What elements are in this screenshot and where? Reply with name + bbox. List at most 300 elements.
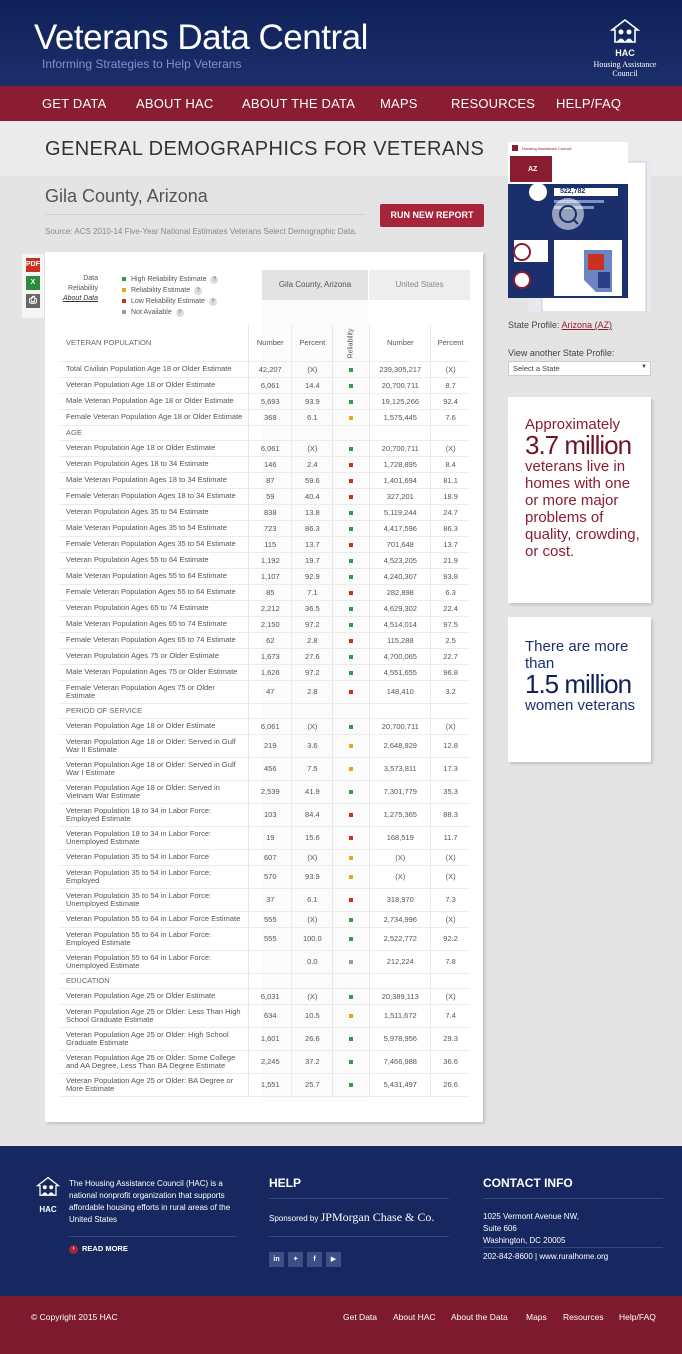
section-label: EDUCATION <box>60 973 249 988</box>
row-label: Male Veteran Population Ages 18 to 34 Estimate <box>60 472 249 488</box>
us-percent: 3.2 <box>431 680 470 703</box>
us-number: 20,389,113 <box>370 988 431 1004</box>
reliability-indicator <box>333 927 370 950</box>
county-percent: (X) <box>292 718 333 734</box>
excel-icon[interactable]: X <box>26 276 40 290</box>
reliability-indicator <box>333 552 370 568</box>
row-label: Veteran Population Age 18 or Older: Served in Vietnam War Estimate <box>60 780 249 803</box>
view-another-label: View another State Profile: <box>508 348 615 358</box>
table-row <box>60 584 470 600</box>
table-row <box>60 1073 470 1096</box>
divider <box>45 214 365 215</box>
reliability-dot-icon <box>349 416 353 420</box>
county-percent: 7.5 <box>292 757 333 780</box>
reliability-dot-icon <box>349 690 353 694</box>
reliability-dot-icon <box>349 813 353 817</box>
reliability-dot-icon <box>349 559 353 563</box>
us-percent: 11.7 <box>431 826 470 849</box>
table-row <box>60 472 470 488</box>
county-percent: 3.6 <box>292 734 333 757</box>
us-percent: 18.9 <box>431 488 470 504</box>
row-label: Female Veteran Population Ages 75 or Older Estimate <box>60 680 249 703</box>
footer-divider <box>483 1247 663 1248</box>
us-percent: 92.4 <box>431 393 470 409</box>
row-label: Veteran Population 35 to 54 in Labor Force <box>60 849 249 865</box>
footer-link-about-data[interactable]: About the Data <box>451 1312 508 1322</box>
facebook-icon[interactable]: f <box>307 1252 322 1267</box>
county-percent: 97.2 <box>292 664 333 680</box>
export-tools <box>22 254 44 318</box>
help-icon[interactable]: ? <box>209 298 217 306</box>
stat-card-women-veterans <box>508 617 651 762</box>
help-icon[interactable]: ? <box>194 287 202 295</box>
us-percent: 96.8 <box>431 664 470 680</box>
nav-resources[interactable]: RESOURCES <box>451 96 536 111</box>
county-number: 838 <box>249 504 292 520</box>
section-label: AGE <box>60 425 249 440</box>
us-percent: 7.8 <box>431 950 470 973</box>
us-percent: (X) <box>431 849 470 865</box>
reliability-dot-icon <box>349 400 353 404</box>
table-row <box>60 888 470 911</box>
table-row <box>60 552 470 568</box>
us-percent: 81.1 <box>431 472 470 488</box>
row-label: Male Veteran Population Ages 75 or Older Estimate <box>60 664 249 680</box>
county-percent: 59.6 <box>292 472 333 488</box>
stat2-text: women veterans <box>525 697 636 714</box>
header-reliability: Reliability <box>333 325 370 361</box>
reliability-dot-icon <box>349 1037 353 1041</box>
reliability-dot-icon <box>349 543 353 547</box>
us-percent: 13.7 <box>431 536 470 552</box>
reliability-dot-icon <box>349 607 353 611</box>
contact-address: 1025 Vermont Avenue NW, Suite 606 Washington, DC 20005 <box>483 1212 579 1245</box>
reliability-indicator <box>333 361 370 377</box>
reliability-indicator <box>333 632 370 648</box>
footer-divider <box>269 1236 449 1237</box>
help-icon[interactable]: ? <box>210 276 218 284</box>
us-number: 4,700,065 <box>370 648 431 664</box>
us-number: 4,551,655 <box>370 664 431 680</box>
us-percent: 88.3 <box>431 803 470 826</box>
county-number: 555 <box>249 911 292 927</box>
table-section-row <box>60 973 470 988</box>
us-percent: (X) <box>431 440 470 456</box>
reliability-indicator <box>333 826 370 849</box>
reliability-indicator <box>333 988 370 1004</box>
state-profile-link[interactable]: Arizona (AZ) <box>561 320 613 330</box>
row-label: Male Veteran Population Ages 35 to 54 Estimate <box>60 520 249 536</box>
us-percent: 22.7 <box>431 648 470 664</box>
us-number: 20,700,711 <box>370 718 431 734</box>
reliability-indicator <box>333 377 370 393</box>
reliability-indicator <box>333 393 370 409</box>
us-number: 2,734,996 <box>370 911 431 927</box>
county-number: 5,693 <box>249 393 292 409</box>
county-percent: 100.0 <box>292 927 333 950</box>
us-number: 19,125,266 <box>370 393 431 409</box>
header-number: Number <box>249 325 292 361</box>
nav-about-data[interactable]: ABOUT THE DATA <box>242 96 356 111</box>
reliability-indicator <box>333 680 370 703</box>
table-row <box>60 950 470 973</box>
table-header-label: VETERAN POPULATION <box>60 325 249 361</box>
us-number: 20,700,711 <box>370 440 431 456</box>
row-label: Veteran Population 55 to 64 in Labor Force: Unemployed Estimate <box>60 950 249 973</box>
reliability-indicator <box>333 950 370 973</box>
help-icon[interactable]: ? <box>176 309 184 317</box>
table-row <box>60 911 470 927</box>
reliability-indicator <box>333 1004 370 1027</box>
row-label: Veteran Population Age 18 or Older: Served in Gulf War I Estimate <box>60 757 249 780</box>
us-percent: (X) <box>431 865 470 888</box>
us-percent: 22.4 <box>431 600 470 616</box>
county-percent: 7.1 <box>292 584 333 600</box>
legend-heading: Data Reliability <box>68 275 98 292</box>
row-label: Veteran Population 35 to 54 in Labor Force: Unemployed Estimate <box>60 888 249 911</box>
county-percent: 6.1 <box>292 409 333 425</box>
county-number: 146 <box>249 456 292 472</box>
thumb-subtitle: IN ARIZONA <box>558 176 587 182</box>
table-row <box>60 1004 470 1027</box>
site-header <box>0 0 682 86</box>
sponsor-name[interactable]: JPMorgan Chase & Co. <box>320 1210 435 1224</box>
run-new-report-button[interactable]: RUN NEW REPORT <box>380 204 484 227</box>
reliability-indicator <box>333 865 370 888</box>
footer-divider <box>69 1236 237 1237</box>
legend-na: Not Available ? <box>122 307 218 318</box>
red-square-icon <box>122 299 126 303</box>
county-number <box>249 950 292 973</box>
row-label: Veteran Population 55 to 64 in Labor Force: Employed Estimate <box>60 927 249 950</box>
reliability-dot-icon <box>349 1014 353 1018</box>
reliability-dot-icon <box>349 527 353 531</box>
table-row <box>60 616 470 632</box>
row-label: Female Veteran Population Ages 65 to 74 Estimate <box>60 632 249 648</box>
us-number: 168,519 <box>370 826 431 849</box>
us-number: 327,201 <box>370 488 431 504</box>
row-label: Veteran Population Ages 18 to 34 Estimate <box>60 456 249 472</box>
house-people-icon <box>33 1176 63 1200</box>
county-percent: 37.2 <box>292 1050 333 1073</box>
reliability-dot-icon <box>349 495 353 499</box>
reliability-indicator <box>333 568 370 584</box>
row-label: Female Veteran Population Ages 18 to 34 Estimate <box>60 488 249 504</box>
us-number: 115,288 <box>370 632 431 648</box>
county-number: 2,245 <box>249 1050 292 1073</box>
county-number: 2,212 <box>249 600 292 616</box>
county-name: Gila County, Arizona <box>45 186 208 206</box>
county-number: 634 <box>249 1004 292 1027</box>
us-number: 2,648,929 <box>370 734 431 757</box>
table-row <box>60 409 470 425</box>
county-percent: (X) <box>292 988 333 1004</box>
us-percent: (X) <box>431 988 470 1004</box>
state-profile-thumbnail[interactable] <box>508 142 651 312</box>
reliability-indicator <box>333 520 370 536</box>
table-row <box>60 718 470 734</box>
pdf-icon[interactable]: PDF <box>26 258 40 272</box>
thumb-number: 522,782 <box>560 188 586 195</box>
site-title[interactable]: Veterans Data Central <box>34 18 368 57</box>
house-people-icon <box>608 18 642 48</box>
reliability-dot-icon <box>349 1083 353 1087</box>
table-row <box>60 520 470 536</box>
county-column-header: Gila County, Arizona <box>262 270 368 300</box>
us-percent: (X) <box>431 718 470 734</box>
bottom-bar <box>0 1296 682 1354</box>
us-percent: 8.4 <box>431 456 470 472</box>
footer-link-help-faq[interactable]: Help/FAQ <box>619 1312 656 1322</box>
legend-low: Low Reliability Estimate ? <box>122 296 218 307</box>
county-number: 42,207 <box>249 361 292 377</box>
linkedin-icon[interactable]: in <box>269 1252 284 1267</box>
table-row <box>60 377 470 393</box>
us-percent: 6.3 <box>431 584 470 600</box>
reliability-indicator <box>333 911 370 927</box>
site-tagline: Informing Strategies to Help Veterans <box>42 57 242 71</box>
county-number: 219 <box>249 734 292 757</box>
table-row <box>60 393 470 409</box>
nav-get-data[interactable]: GET DATA <box>42 96 107 111</box>
footer-link-get-data[interactable]: Get Data <box>343 1312 378 1322</box>
reliability-dot-icon <box>349 995 353 999</box>
county-number: 1,601 <box>249 1027 292 1050</box>
county-number: 19 <box>249 826 292 849</box>
table-row <box>60 680 470 703</box>
reliability-dot-icon <box>349 836 353 840</box>
table-row <box>60 927 470 950</box>
table-row <box>60 803 470 826</box>
us-number: 148,410 <box>370 680 431 703</box>
row-label: Veteran Population 35 to 54 in Labor Force: Employed <box>60 865 249 888</box>
county-number: 87 <box>249 472 292 488</box>
table-row <box>60 504 470 520</box>
footer-help-title: HELP <box>269 1176 302 1190</box>
reliability-indicator <box>333 600 370 616</box>
gray-square-icon <box>122 310 126 314</box>
county-number: 1,551 <box>249 1073 292 1096</box>
header-percent: Percent <box>292 325 333 361</box>
stat1-intro: Approximately <box>525 416 621 433</box>
about-data-link[interactable]: About Data <box>62 295 98 302</box>
county-percent: 97.2 <box>292 616 333 632</box>
row-label: Female Veteran Population Ages 55 to 64 Estimate <box>60 584 249 600</box>
footer-link-about-hac[interactable]: About HAC <box>393 1312 436 1322</box>
reliability-dot-icon <box>349 856 353 860</box>
us-percent: 8.7 <box>431 377 470 393</box>
county-percent: 36.5 <box>292 600 333 616</box>
table-row <box>60 361 470 377</box>
state-select-value: Select a State <box>513 364 560 373</box>
reliability-dot-icon <box>349 447 353 451</box>
us-percent: 12.8 <box>431 734 470 757</box>
reliability-dot-icon <box>349 790 353 794</box>
county-percent: 2.8 <box>292 680 333 703</box>
state-select[interactable] <box>508 361 651 376</box>
yellow-square-icon <box>122 288 126 292</box>
reliability-dot-icon <box>349 937 353 941</box>
us-percent: 17.3 <box>431 757 470 780</box>
us-number: 7,301,779 <box>370 780 431 803</box>
reliability-dot-icon <box>349 368 353 372</box>
footer-link-resources[interactable]: Resources <box>563 1312 604 1322</box>
row-label: Veteran Population Age 18 or Older Estimate <box>60 377 249 393</box>
table-row <box>60 1050 470 1073</box>
table-row <box>60 780 470 803</box>
county-percent: 40.4 <box>292 488 333 504</box>
reliability-legend <box>58 272 258 318</box>
twitter-icon[interactable]: ✦ <box>288 1252 303 1267</box>
row-label: Veteran Population Age 18 or Older Estimate <box>60 440 249 456</box>
reliability-dot-icon <box>349 960 353 964</box>
county-number: 59 <box>249 488 292 504</box>
read-more-link[interactable]: › READ MORE <box>69 1244 128 1254</box>
table-row <box>60 632 470 648</box>
us-percent: (X) <box>431 361 470 377</box>
reliability-indicator <box>333 456 370 472</box>
reliability-indicator <box>333 584 370 600</box>
county-number: 47 <box>249 680 292 703</box>
county-number: 115 <box>249 536 292 552</box>
reliability-indicator <box>333 1050 370 1073</box>
row-label: Veteran Population Age 25 or Older: High School Graduate Estimate <box>60 1027 249 1050</box>
reliability-indicator <box>333 803 370 826</box>
county-percent: 93.9 <box>292 865 333 888</box>
county-number: 1,673 <box>249 648 292 664</box>
us-percent: 29.3 <box>431 1027 470 1050</box>
table-row <box>60 826 470 849</box>
us-number: (X) <box>370 865 431 888</box>
county-percent: 27.6 <box>292 648 333 664</box>
us-number: 1,728,895 <box>370 456 431 472</box>
us-percent: (X) <box>431 911 470 927</box>
us-number: 1,275,365 <box>370 803 431 826</box>
us-number: 4,417,596 <box>370 520 431 536</box>
footer-logo[interactable] <box>31 1176 65 1214</box>
us-percent: 7.6 <box>431 409 470 425</box>
footer-link-maps[interactable]: Maps <box>526 1312 547 1322</box>
county-number: 1,626 <box>249 664 292 680</box>
row-label: Veteran Population Age 18 or Older: Served in Gulf War II Estimate <box>60 734 249 757</box>
us-number: 5,119,244 <box>370 504 431 520</box>
county-number: 456 <box>249 757 292 780</box>
county-number: 6,061 <box>249 440 292 456</box>
us-number: 239,305,217 <box>370 361 431 377</box>
county-percent: (X) <box>292 911 333 927</box>
reliability-indicator <box>333 536 370 552</box>
reliability-dot-icon <box>349 591 353 595</box>
stat1-number: 3.7 million <box>525 430 632 460</box>
county-number: 6,061 <box>249 718 292 734</box>
stat2-number: 1.5 million <box>525 669 632 699</box>
table-row <box>60 849 470 865</box>
county-percent: 2.8 <box>292 632 333 648</box>
reliability-indicator <box>333 1027 370 1050</box>
us-percent: 24.7 <box>431 504 470 520</box>
legend-high: High Reliability Estimate ? <box>122 274 218 285</box>
footer-divider <box>269 1198 449 1199</box>
county-number: 62 <box>249 632 292 648</box>
county-percent: 2.4 <box>292 456 333 472</box>
us-percent: 97.5 <box>431 616 470 632</box>
nav-maps[interactable]: MAPS <box>380 96 418 111</box>
table-section-row <box>60 703 470 718</box>
thumb-state-code: AZ <box>528 166 538 173</box>
logo-org-name: Housing Assistance Council <box>593 60 657 78</box>
county-percent: (X) <box>292 361 333 377</box>
us-number: 701,648 <box>370 536 431 552</box>
us-percent: 35.3 <box>431 780 470 803</box>
county-number: 6,031 <box>249 988 292 1004</box>
county-percent: 84.4 <box>292 803 333 826</box>
county-number: 1,192 <box>249 552 292 568</box>
county-percent: 86.3 <box>292 520 333 536</box>
reliability-dot-icon <box>349 918 353 922</box>
footer-about-text: The Housing Assistance Council (HAC) is a national nonprofit organization that supports affordable housing efforts in rural areas of the United States <box>69 1179 231 1224</box>
legend-medium: Reliability Estimate ? <box>122 285 218 296</box>
page-title: GENERAL DEMOGRAPHICS FOR VETERANS <box>45 138 485 160</box>
row-label: Veteran Population Ages 35 to 54 Estimate <box>60 504 249 520</box>
reliability-indicator <box>333 780 370 803</box>
section-label: PERIOD OF SERVICE <box>60 703 249 718</box>
social-links <box>269 1248 341 1267</box>
reliability-indicator <box>333 440 370 456</box>
reliability-indicator <box>333 849 370 865</box>
county-percent: 41.9 <box>292 780 333 803</box>
nav-about-hac[interactable]: ABOUT HAC <box>136 96 214 111</box>
us-number: (X) <box>370 849 431 865</box>
table-row <box>60 536 470 552</box>
print-icon[interactable]: ⎙ <box>26 294 40 308</box>
reliability-dot-icon <box>349 1060 353 1064</box>
us-number: 4,629,302 <box>370 600 431 616</box>
state-profile <box>508 320 612 330</box>
nav-help-faq[interactable]: HELP/FAQ <box>556 96 622 111</box>
reliability-dot-icon <box>349 744 353 748</box>
county-percent: 14.4 <box>292 377 333 393</box>
table-row <box>60 664 470 680</box>
table-section-row <box>60 425 470 440</box>
county-percent: 0.0 <box>292 950 333 973</box>
county-number: 2,539 <box>249 780 292 803</box>
youtube-icon[interactable]: ▶ <box>326 1252 341 1267</box>
county-percent: (X) <box>292 849 333 865</box>
row-label: Veteran Population Ages 75 or Older Estimate <box>60 648 249 664</box>
hac-logo[interactable] <box>580 18 670 78</box>
thumb-title: SUPPORTING VETERANS <box>554 155 614 174</box>
row-label: Veteran Population Age 25 or Older: BA Degree or More Estimate <box>60 1073 249 1096</box>
reliability-indicator <box>333 757 370 780</box>
table-row <box>60 648 470 664</box>
reliability-indicator <box>333 488 370 504</box>
footer-contact-title: CONTACT INFO <box>483 1176 573 1190</box>
main-nav <box>0 86 682 121</box>
reliability-indicator <box>333 616 370 632</box>
thumb-org: Housing Assistance Council <box>522 146 572 151</box>
county-number: 555 <box>249 927 292 950</box>
table-row <box>60 600 470 616</box>
footer-logo-text: HAC <box>39 1205 57 1214</box>
reliability-dot-icon <box>349 898 353 902</box>
contact-phone-web[interactable]: 202-842-8600 | www.ruralhome.org <box>483 1252 609 1261</box>
us-number: 2,522,772 <box>370 927 431 950</box>
row-label: Veteran Population 18 to 34 in Labor Force: Unemployed Estimate <box>60 826 249 849</box>
us-percent: 92.2 <box>431 927 470 950</box>
copyright: © Copyright 2015 HAC <box>31 1312 118 1322</box>
reliability-indicator <box>333 1073 370 1096</box>
stat2-intro: There are more than <box>525 638 629 672</box>
